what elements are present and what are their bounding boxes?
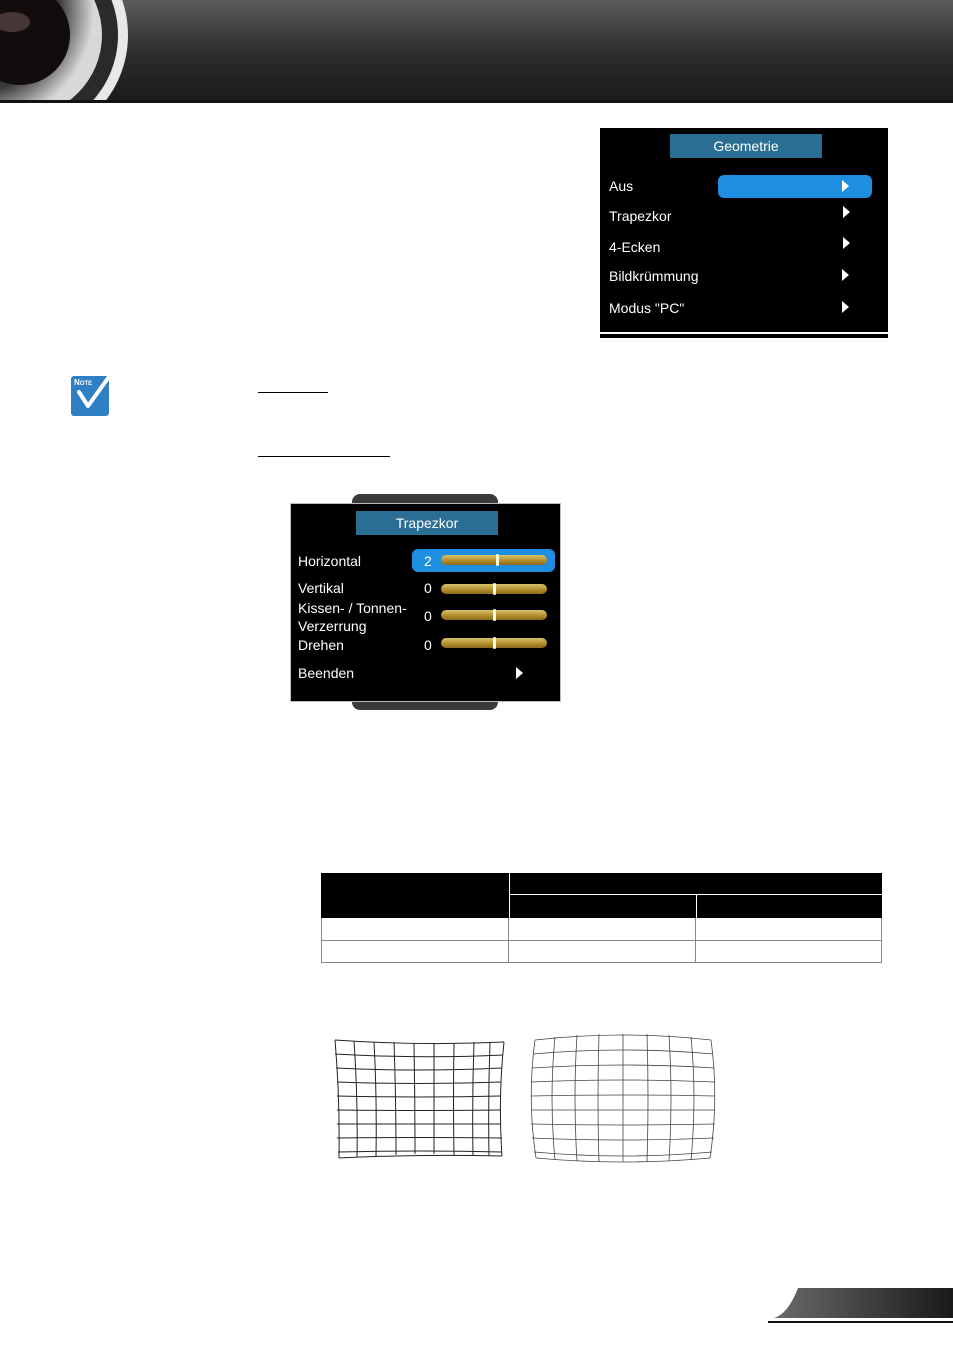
slider-label-drehen: Drehen <box>298 637 344 653</box>
page-number-tab <box>768 1284 953 1324</box>
table-row <box>508 940 696 963</box>
spec-table <box>321 873 882 963</box>
table-header-sub2 <box>696 895 882 918</box>
slider-label-vertikal: Vertikal <box>298 580 344 596</box>
geometrie-item-bildkruemmung[interactable]: Bildkrümmung <box>609 268 699 284</box>
triangle-right-icon <box>842 269 849 281</box>
triangle-right-icon <box>842 180 849 192</box>
geometrie-item-4-ecken[interactable]: 4-Ecken <box>609 239 661 255</box>
slider-vertikal[interactable] <box>441 584 547 594</box>
table-header-group <box>509 873 882 895</box>
geometrie-item-modus-pc[interactable]: Modus "PC" <box>609 300 685 316</box>
geometrie-item-aus[interactable]: Aus <box>609 178 634 194</box>
slider-value-drehen: 0 <box>424 637 432 653</box>
slider-label-kissen-tonnen: Kissen- / Tonnen- <box>298 600 407 616</box>
table-row <box>695 940 882 963</box>
slider-kissen-tonnen[interactable] <box>441 610 547 620</box>
geometrie-menu-title: Geometrie <box>670 134 822 158</box>
slider-value-kissen-tonnen: 0 <box>424 608 432 624</box>
table-row <box>321 940 509 963</box>
slider-thumb[interactable] <box>493 583 496 595</box>
table-row <box>321 918 509 941</box>
trapezkor-menu <box>290 503 561 702</box>
heading-underline-1 <box>258 392 328 393</box>
note-check-icon: NOTE <box>71 376 109 416</box>
slider-value-vertikal: 0 <box>424 580 432 596</box>
trapezkor-menu-title: Trapezkor <box>356 511 498 535</box>
heading-underline-2 <box>258 456 390 457</box>
pincushion-grid-illustration <box>330 1032 510 1164</box>
slider-horizontal[interactable] <box>441 555 547 565</box>
slider-thumb[interactable] <box>493 609 496 621</box>
triangle-right-icon <box>843 237 850 249</box>
page-header-banner <box>0 0 953 103</box>
slider-value-horizontal: 2 <box>424 553 432 569</box>
geometrie-item-trapezkor[interactable]: Trapezkor <box>609 208 672 224</box>
geometrie-menu <box>600 128 888 338</box>
triangle-right-icon <box>516 667 523 679</box>
trapezkor-item-beenden[interactable]: Beenden <box>298 665 355 681</box>
triangle-right-icon <box>843 206 850 218</box>
menu-bottom-rule <box>600 332 888 334</box>
slider-label-horizontal: Horizontal <box>298 553 362 569</box>
table-row <box>695 918 882 941</box>
triangle-right-icon <box>842 301 849 313</box>
slider-drehen[interactable] <box>441 638 547 648</box>
barrel-grid-illustration <box>527 1032 719 1164</box>
table-header-col1 <box>321 873 509 918</box>
slider-thumb[interactable] <box>493 637 496 649</box>
table-row <box>508 918 696 941</box>
slider-thumb[interactable] <box>496 554 499 566</box>
slider-label-verzerrung: Verzerrung <box>298 618 367 634</box>
table-header-sub1 <box>509 895 696 918</box>
projector-lens-icon <box>0 0 130 103</box>
